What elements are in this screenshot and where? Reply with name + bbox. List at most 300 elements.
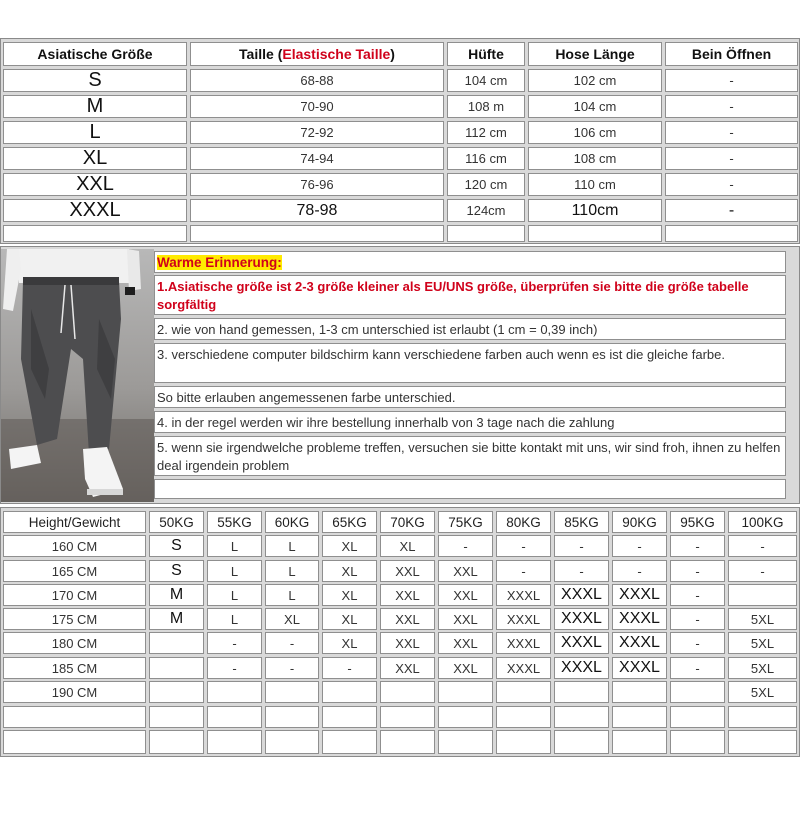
hw-empty-cell bbox=[380, 730, 435, 754]
size-recommendation-cell-value: - bbox=[289, 660, 295, 676]
waist-header bbox=[190, 42, 444, 66]
size-recommendation-cell bbox=[554, 632, 609, 654]
size-recommendation-cell-value: - bbox=[760, 538, 765, 554]
size-recommendation-cell bbox=[322, 584, 377, 606]
size-recommendation-cell bbox=[612, 560, 667, 582]
note-3b bbox=[154, 386, 786, 408]
size-recommendation-cell bbox=[207, 681, 262, 703]
size-cell-opening-value: - bbox=[729, 151, 734, 166]
size-cell-hip bbox=[447, 199, 525, 222]
size-cell-hip bbox=[447, 147, 525, 170]
hw-empty-cell bbox=[496, 730, 551, 754]
size-recommendation-cell-value: - bbox=[637, 563, 642, 579]
size-recommendation-cell bbox=[612, 632, 667, 654]
size-cell-hip-value: 108 m bbox=[467, 99, 505, 114]
size-recommendation-cell-value: XL bbox=[341, 563, 358, 579]
size-recommendation-cell bbox=[728, 584, 797, 606]
size-recommendation-cell-value: L bbox=[230, 587, 239, 603]
size-recommendation-cell-value: L bbox=[230, 611, 239, 627]
size-cell-waist-value: 78-98 bbox=[296, 201, 338, 219]
hip-header-label: Hüfte bbox=[468, 46, 504, 62]
size-recommendation-cell bbox=[554, 681, 609, 703]
size-recommendation-cell-value: XXXL bbox=[506, 611, 541, 627]
size-cell-opening-value: - bbox=[729, 177, 734, 192]
size-recommendation-cell bbox=[322, 560, 377, 582]
size-recommendation-cell bbox=[728, 560, 797, 582]
size-cell-empty bbox=[190, 225, 444, 242]
size-recommendation-cell bbox=[670, 681, 725, 703]
size-recommendation-cell bbox=[438, 608, 493, 630]
size-recommendation-cell-value: XXXL bbox=[619, 659, 660, 676]
size-recommendation-cell bbox=[207, 535, 262, 557]
size-cell-size-value: XXXL bbox=[69, 199, 121, 221]
height-label bbox=[3, 584, 146, 606]
hw-empty-cell bbox=[149, 706, 204, 728]
weight-header-value: 50KG bbox=[159, 514, 194, 530]
size-recommendation-cell bbox=[438, 560, 493, 582]
size-cell-waist bbox=[190, 173, 444, 196]
size-recommendation-cell-value: - bbox=[347, 660, 352, 676]
note-1-text: 1.Asiatische größe ist 2-3 größe kleiner als EU/UNS größe, überprüfen sie bitte die größe tabelle sorgfältig bbox=[157, 279, 749, 312]
weight-header bbox=[554, 511, 609, 533]
size-recommendation-cell bbox=[612, 608, 667, 630]
size-cell-empty bbox=[528, 225, 662, 242]
size-header-label: Asiatische Größe bbox=[37, 46, 153, 62]
height-label bbox=[3, 608, 146, 630]
hw-empty-cell bbox=[3, 706, 146, 728]
size-recommendation-cell-value: XXXL bbox=[561, 586, 602, 603]
size-recommendation-cell bbox=[554, 535, 609, 557]
size-recommendation-cell-value: - bbox=[232, 660, 237, 676]
size-cell-waist bbox=[190, 199, 444, 222]
size-cell-opening-value: - bbox=[729, 125, 734, 140]
hw-empty-cell bbox=[322, 730, 377, 754]
notes-title-row bbox=[154, 251, 786, 273]
size-recommendation-cell bbox=[670, 632, 725, 654]
weight-header-value: 85KG bbox=[564, 514, 599, 530]
size-recommendation-cell-value: L bbox=[288, 538, 296, 554]
size-cell-size bbox=[3, 69, 187, 92]
size-cell-hip-value: 112 cm bbox=[465, 125, 507, 140]
size-recommendation-cell-value: 5XL bbox=[750, 660, 775, 676]
size-recommendation-cell-value: - bbox=[760, 563, 765, 579]
opening-header bbox=[665, 42, 798, 66]
size-recommendation-cell-value: - bbox=[521, 563, 526, 579]
size-cell-length bbox=[528, 173, 662, 196]
notes-section bbox=[0, 246, 800, 504]
height-label bbox=[3, 681, 146, 703]
size-cell-empty bbox=[447, 225, 525, 242]
size-recommendation-cell-value: XXXL bbox=[561, 610, 602, 627]
size-recommendation-cell bbox=[265, 657, 319, 679]
size-recommendation-cell bbox=[149, 681, 204, 703]
size-recommendation-cell bbox=[670, 535, 725, 557]
size-recommendation-cell-value: - bbox=[521, 538, 526, 554]
hw-empty-cell bbox=[438, 706, 493, 728]
model-photo bbox=[1, 249, 154, 502]
size-recommendation-cell bbox=[149, 560, 204, 582]
size-recommendation-cell bbox=[207, 560, 262, 582]
size-recommendation-cell bbox=[380, 608, 435, 630]
size-recommendation-cell bbox=[322, 535, 377, 557]
size-cell-empty bbox=[665, 225, 798, 242]
size-cell-length bbox=[528, 69, 662, 92]
note-5-text: 5. wenn sie irgendwelche probleme treffen, versuchen sie bitte kontakt mit uns, wir sind froh, ihnen zu helfen deal irgendein problem bbox=[157, 440, 781, 473]
note-2-text: 2. wie von hand gemessen, 1-3 cm unterschied ist erlaubt (1 cm = 0,39 inch) bbox=[157, 322, 598, 337]
weight-header-value: 90KG bbox=[622, 514, 657, 530]
weight-header-value: 65KG bbox=[332, 514, 367, 530]
size-cell-size bbox=[3, 173, 187, 196]
size-recommendation-cell-value: M bbox=[169, 586, 184, 603]
size-cell-waist bbox=[190, 95, 444, 118]
height-label bbox=[3, 632, 146, 654]
size-recommendation-cell-value: XXL bbox=[395, 563, 420, 579]
size-recommendation-cell-value: XXXL bbox=[619, 586, 660, 603]
hw-corner-header bbox=[3, 511, 146, 533]
size-recommendation-cell bbox=[438, 657, 493, 679]
size-cell-opening bbox=[665, 69, 798, 92]
size-recommendation-cell-value: XL bbox=[341, 538, 358, 554]
size-recommendation-cell-value: 5XL bbox=[750, 611, 775, 627]
size-recommendation-cell-value: 5XL bbox=[750, 684, 775, 700]
waist-header-label: Taille ( bbox=[239, 46, 283, 62]
size-recommendation-cell-value: XL bbox=[341, 611, 358, 627]
hw-empty-cell bbox=[207, 730, 262, 754]
size-recommendation-cell bbox=[496, 657, 551, 679]
note-4-text: 4. in der regel werden wir ihre bestellung innerhalb von 3 tage nach die zahlung bbox=[157, 415, 615, 430]
size-header bbox=[3, 42, 187, 66]
weight-header bbox=[670, 511, 725, 533]
size-recommendation-cell bbox=[438, 535, 493, 557]
height-label-value: 160 CM bbox=[51, 538, 98, 554]
size-cell-length bbox=[528, 147, 662, 170]
note-1 bbox=[154, 275, 786, 315]
size-recommendation-cell bbox=[265, 681, 319, 703]
size-recommendation-cell bbox=[149, 632, 204, 654]
weight-header bbox=[728, 511, 797, 533]
size-cell-size bbox=[3, 199, 187, 222]
size-recommendation-cell-value: XL bbox=[341, 635, 358, 651]
size-cell-hip-value: 104 cm bbox=[464, 73, 508, 88]
weight-header bbox=[380, 511, 435, 533]
size-recommendation-cell bbox=[438, 681, 493, 703]
size-recommendation-cell bbox=[322, 657, 377, 679]
size-recommendation-cell bbox=[728, 632, 797, 654]
hw-empty-cell bbox=[670, 706, 725, 728]
size-recommendation-cell bbox=[207, 632, 262, 654]
hw-empty-cell bbox=[207, 706, 262, 728]
size-recommendation-cell-value: L bbox=[230, 538, 239, 554]
size-recommendation-cell-value: - bbox=[695, 587, 700, 603]
size-cell-waist-value: 70-90 bbox=[300, 99, 334, 114]
size-recommendation-cell bbox=[438, 584, 493, 606]
size-cell-waist-value: 76-96 bbox=[300, 177, 334, 192]
weight-header-value: 55KG bbox=[217, 514, 252, 530]
size-recommendation-cell bbox=[149, 657, 204, 679]
size-recommendation-cell-value: XXXL bbox=[506, 587, 541, 603]
size-recommendation-cell bbox=[380, 584, 435, 606]
size-recommendation-cell bbox=[612, 657, 667, 679]
size-recommendation-cell-value: - bbox=[695, 611, 700, 627]
size-recommendation-cell-value: - bbox=[695, 538, 700, 554]
size-recommendation-cell bbox=[670, 608, 725, 630]
notes-title: Warme Erinnerung: bbox=[157, 255, 282, 270]
weight-header bbox=[438, 511, 493, 533]
size-recommendation-cell bbox=[322, 608, 377, 630]
size-recommendation-cell-value: XXL bbox=[453, 611, 478, 627]
weight-header-value: 100KG bbox=[741, 514, 784, 530]
height-label-value: 190 CM bbox=[51, 684, 98, 700]
size-recommendation-cell bbox=[670, 657, 725, 679]
hw-empty-cell bbox=[265, 706, 319, 728]
size-recommendation-cell bbox=[265, 584, 319, 606]
size-recommendation-cell bbox=[612, 681, 667, 703]
size-recommendation-cell bbox=[496, 584, 551, 606]
size-recommendation-cell-value: XXL bbox=[395, 587, 420, 603]
size-recommendation-cell bbox=[554, 608, 609, 630]
note-5 bbox=[154, 436, 786, 476]
size-chart-table bbox=[0, 38, 800, 244]
note-3 bbox=[154, 343, 786, 383]
size-recommendation-cell bbox=[322, 632, 377, 654]
size-recommendation-cell-value: - bbox=[289, 635, 295, 651]
size-recommendation-cell-value: XXXL bbox=[506, 660, 541, 676]
hw-empty-cell bbox=[438, 730, 493, 754]
size-recommendation-cell bbox=[728, 608, 797, 630]
note-3-text: 3. verschiedene computer bildschirm kann verschiedene farben auch wenn es ist die gleiche farbe. bbox=[157, 347, 725, 362]
length-header bbox=[528, 42, 662, 66]
size-cell-length-value: 106 cm bbox=[573, 125, 617, 140]
size-cell-length-value: 110 cm bbox=[574, 177, 616, 192]
size-recommendation-cell bbox=[496, 608, 551, 630]
size-recommendation-cell bbox=[496, 681, 551, 703]
hw-empty-cell bbox=[554, 706, 609, 728]
size-cell-opening bbox=[665, 199, 798, 222]
size-recommendation-cell-value: - bbox=[232, 635, 237, 651]
size-recommendation-cell-value: XXL bbox=[395, 660, 420, 676]
height-label-value: 185 CM bbox=[51, 660, 98, 676]
size-recommendation-cell bbox=[496, 632, 551, 654]
size-recommendation-cell bbox=[670, 560, 725, 582]
size-cell-opening bbox=[665, 95, 798, 118]
size-recommendation-cell-value: - bbox=[695, 660, 700, 676]
size-cell-size-value: XXL bbox=[76, 173, 114, 195]
waist-header-suffix: ) bbox=[390, 46, 395, 62]
height-label bbox=[3, 657, 146, 679]
weight-header bbox=[496, 511, 551, 533]
length-header-label: Hose Länge bbox=[555, 46, 635, 62]
weight-header bbox=[322, 511, 377, 533]
size-recommendation-cell bbox=[612, 535, 667, 557]
size-cell-hip bbox=[447, 121, 525, 144]
hip-header bbox=[447, 42, 525, 66]
weight-header-value: 75KG bbox=[448, 514, 483, 530]
size-recommendation-cell-value: XXL bbox=[453, 563, 478, 579]
note-2 bbox=[154, 318, 786, 340]
model-illustration bbox=[1, 249, 154, 502]
hw-empty-cell bbox=[149, 730, 204, 754]
size-cell-size bbox=[3, 147, 187, 170]
size-recommendation-cell-value: 5XL bbox=[750, 635, 775, 651]
weight-header-value: 95KG bbox=[680, 514, 715, 530]
size-recommendation-cell bbox=[207, 584, 262, 606]
size-recommendation-cell-value: XXL bbox=[453, 660, 478, 676]
size-recommendation-cell-value: - bbox=[695, 635, 700, 651]
size-recommendation-cell bbox=[438, 632, 493, 654]
size-cell-opening-value: - bbox=[729, 99, 734, 114]
hw-empty-cell bbox=[3, 730, 146, 754]
hw-empty-cell bbox=[728, 730, 797, 754]
size-recommendation-cell-value: - bbox=[463, 538, 468, 554]
weight-header-value: 60KG bbox=[274, 514, 310, 530]
size-cell-opening bbox=[665, 173, 798, 196]
size-cell-empty bbox=[3, 225, 187, 242]
size-cell-waist bbox=[190, 69, 444, 92]
note-3b-text: So bitte erlauben angemessenen farbe unterschied. bbox=[157, 390, 456, 405]
size-recommendation-cell bbox=[265, 560, 319, 582]
hw-empty-cell bbox=[728, 706, 797, 728]
weight-header-value: 70KG bbox=[390, 514, 425, 530]
size-recommendation-cell-value: XXXL bbox=[619, 634, 660, 651]
size-recommendation-cell-value: XXXL bbox=[561, 634, 602, 651]
size-cell-length bbox=[528, 95, 662, 118]
size-cell-length-value: 110cm bbox=[571, 201, 619, 219]
size-recommendation-cell bbox=[380, 681, 435, 703]
weight-header bbox=[612, 511, 667, 533]
size-cell-size bbox=[3, 121, 187, 144]
weight-header bbox=[265, 511, 319, 533]
size-recommendation-cell-value: L bbox=[288, 563, 296, 579]
size-recommendation-cell-value: XXL bbox=[453, 587, 478, 603]
size-cell-waist bbox=[190, 121, 444, 144]
note-4 bbox=[154, 411, 786, 433]
size-recommendation-cell bbox=[728, 657, 797, 679]
height-label-value: 170 CM bbox=[51, 587, 98, 603]
size-recommendation-cell bbox=[149, 608, 204, 630]
height-weight-table bbox=[0, 507, 800, 757]
size-cell-waist bbox=[190, 147, 444, 170]
size-recommendation-cell-value: XXL bbox=[453, 635, 478, 651]
size-recommendation-cell-value: - bbox=[579, 563, 584, 579]
size-cell-opening bbox=[665, 147, 798, 170]
size-cell-waist-value: 72-92 bbox=[300, 125, 334, 140]
size-recommendation-cell-value: L bbox=[288, 587, 296, 603]
size-recommendation-cell bbox=[380, 632, 435, 654]
size-cell-waist-value: 74-94 bbox=[300, 151, 334, 166]
hw-corner-header-value: Height/Gewicht bbox=[28, 514, 121, 530]
hw-empty-cell bbox=[670, 730, 725, 754]
height-label bbox=[3, 560, 146, 582]
size-recommendation-cell-value: - bbox=[579, 538, 584, 554]
size-recommendation-cell bbox=[149, 535, 204, 557]
size-recommendation-cell bbox=[554, 584, 609, 606]
size-recommendation-cell bbox=[670, 584, 725, 606]
size-recommendation-cell-value: XL bbox=[399, 538, 416, 554]
size-recommendation-cell bbox=[265, 608, 319, 630]
size-cell-hip-value: 116 cm bbox=[465, 151, 507, 166]
hw-empty-cell bbox=[496, 706, 551, 728]
size-cell-hip-value: 120 cm bbox=[464, 177, 508, 192]
size-recommendation-cell-value: XXL bbox=[395, 611, 420, 627]
size-cell-size-value: L bbox=[89, 121, 101, 143]
height-label-value: 175 CM bbox=[51, 611, 98, 627]
size-cell-length-value: 102 cm bbox=[573, 73, 617, 88]
size-recommendation-cell bbox=[380, 560, 435, 582]
weight-header bbox=[207, 511, 262, 533]
size-recommendation-cell-value: XXXL bbox=[619, 610, 660, 627]
hw-empty-cell bbox=[612, 730, 667, 754]
opening-header-label: Bein Öffnen bbox=[691, 46, 772, 62]
size-recommendation-cell-value: - bbox=[637, 538, 642, 554]
size-cell-opening-value: - bbox=[728, 201, 735, 219]
size-recommendation-cell-value: XXXL bbox=[506, 635, 541, 651]
size-cell-hip bbox=[447, 95, 525, 118]
size-cell-size-value: S bbox=[88, 69, 102, 91]
size-recommendation-cell bbox=[265, 632, 319, 654]
size-recommendation-cell bbox=[322, 681, 377, 703]
size-cell-hip-value: 124cm bbox=[466, 203, 506, 218]
size-cell-hip bbox=[447, 69, 525, 92]
hw-empty-cell bbox=[265, 730, 319, 754]
size-recommendation-cell bbox=[265, 535, 319, 557]
size-cell-length bbox=[528, 199, 662, 222]
size-cell-opening bbox=[665, 121, 798, 144]
size-recommendation-cell-value: XXL bbox=[395, 635, 420, 651]
size-recommendation-cell bbox=[728, 535, 797, 557]
size-recommendation-cell bbox=[496, 535, 551, 557]
size-cell-opening-value: - bbox=[729, 73, 734, 88]
size-recommendation-cell bbox=[207, 657, 262, 679]
hw-empty-cell bbox=[554, 730, 609, 754]
size-recommendation-cell bbox=[149, 584, 204, 606]
size-cell-length-value: 108 cm bbox=[573, 151, 617, 166]
size-recommendation-cell bbox=[496, 560, 551, 582]
size-recommendation-cell-value: S bbox=[171, 562, 182, 579]
size-recommendation-cell bbox=[728, 681, 797, 703]
size-cell-length-value: 104 cm bbox=[573, 99, 617, 114]
size-recommendation-cell bbox=[207, 608, 262, 630]
size-recommendation-cell bbox=[380, 535, 435, 557]
size-cell-waist-value: 68-88 bbox=[300, 73, 334, 88]
size-recommendation-cell-value: XL bbox=[284, 611, 300, 627]
height-label-value: 165 CM bbox=[51, 563, 98, 579]
hw-empty-cell bbox=[612, 706, 667, 728]
size-recommendation-cell bbox=[554, 657, 609, 679]
size-recommendation-cell-value: S bbox=[171, 537, 182, 554]
size-recommendation-cell-value: XL bbox=[341, 587, 358, 603]
height-label bbox=[3, 535, 146, 557]
waist-header-highlight: Elastische Taille bbox=[282, 46, 391, 62]
note-empty bbox=[154, 479, 786, 499]
hw-empty-cell bbox=[322, 706, 377, 728]
size-recommendation-cell bbox=[554, 560, 609, 582]
size-recommendation-cell-value: M bbox=[169, 610, 184, 627]
size-cell-hip bbox=[447, 173, 525, 196]
size-recommendation-cell-value: - bbox=[695, 563, 700, 579]
size-recommendation-cell bbox=[380, 657, 435, 679]
size-cell-size-value: M bbox=[86, 95, 104, 117]
height-label-value: 180 CM bbox=[51, 635, 98, 651]
size-recommendation-cell bbox=[612, 584, 667, 606]
size-cell-length bbox=[528, 121, 662, 144]
size-cell-size-value: XL bbox=[82, 147, 108, 169]
size-recommendation-cell-value: L bbox=[230, 563, 239, 579]
weight-header-value: 80KG bbox=[506, 514, 541, 530]
size-recommendation-cell-value: XXXL bbox=[561, 659, 602, 676]
size-cell-size bbox=[3, 95, 187, 118]
weight-header bbox=[149, 511, 204, 533]
hw-empty-cell bbox=[380, 706, 435, 728]
